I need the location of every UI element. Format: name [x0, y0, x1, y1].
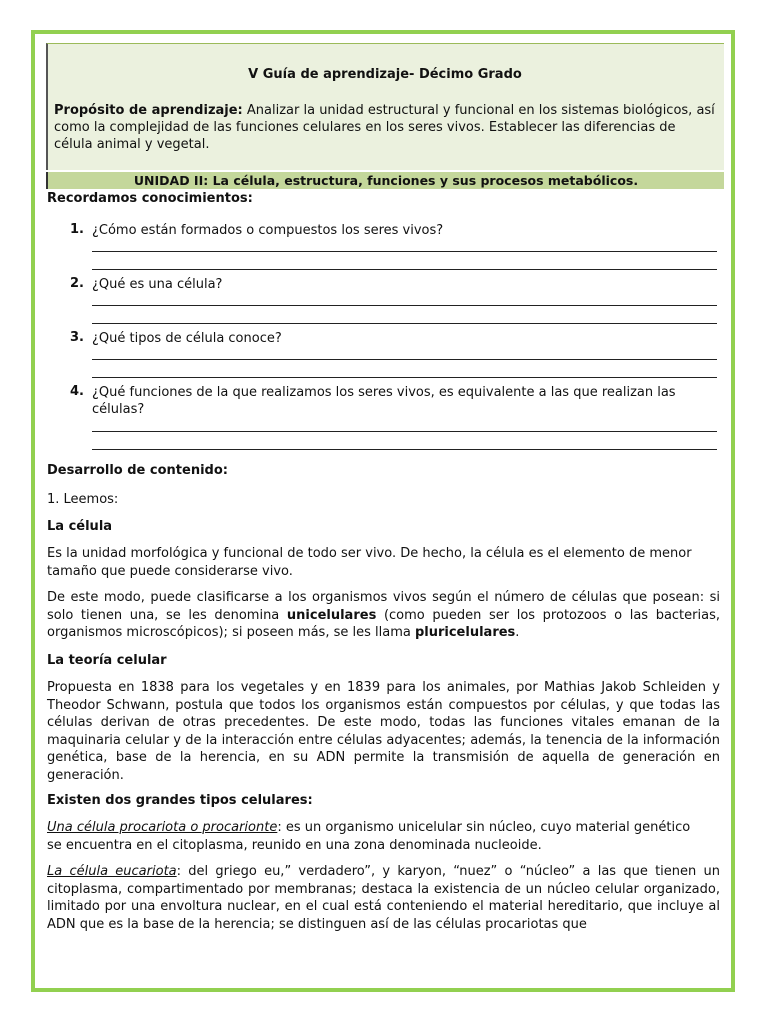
- document-title: V Guía de aprendizaje- Décimo Grado: [248, 67, 522, 82]
- answer-line[interactable]: [92, 377, 717, 378]
- answer-line[interactable]: [92, 323, 717, 324]
- answer-line[interactable]: [92, 305, 717, 306]
- question-text: ¿Qué es una célula?: [92, 277, 223, 292]
- answer-line[interactable]: [92, 449, 717, 450]
- prokaryote-paragraph: [47, 819, 707, 854]
- prokaryote-term: Una célula procariota o procarionte: [47, 820, 278, 835]
- unit-title: UNIDAD II: La célula, estructura, funciones y sus procesos metabólicos.: [46, 172, 724, 189]
- cell-heading: La célula: [47, 519, 113, 534]
- question-number: 2.: [70, 276, 84, 291]
- cell-paragraph-2: [47, 589, 720, 642]
- text-run: : es un organismo unicelular sin núcleo, cuyo material genético se encuentra en el citoplasma, reunido en una zona denominada nucleoide.: [47, 820, 691, 853]
- text-run: (como pueden ser los protozoos o las bacterias, organismos microscópicos); si poseen más, se les llama: [47, 607, 720, 640]
- text-run: : del griego eu,” verdadero”, y karyon, “nuez” o “núcleo” a las que tienen un citoplasma, compartimentado por membranas; destaca la existencia de un núcleo celular organizado, limitado por una envoltura nuclear, en el cual está conteniendo el material hereditario, que incluye al ADN que es la base de la herencia; se distinguen así de las células procariotas que: [47, 864, 721, 932]
- question-number: 3.: [70, 330, 84, 345]
- answer-line[interactable]: [92, 251, 717, 252]
- question-text: ¿Qué tipos de célula conoce?: [92, 331, 282, 346]
- theory-heading: La teoría celular: [47, 653, 167, 668]
- term-unicelulares: unicelulares: [286, 607, 377, 623]
- purpose-paragraph: [54, 102, 716, 153]
- content-heading: Desarrollo de contenido:: [47, 463, 228, 478]
- eukaryote-paragraph: [47, 863, 720, 933]
- types-heading: Existen dos grandes tipos celulares:: [47, 793, 313, 808]
- text-run: De este modo, puede clasificarse a los organismos vivos según el número de células que posean: si solo tienen una, se les denomina: [47, 590, 720, 623]
- recall-heading: Recordamos conocimientos:: [47, 191, 253, 206]
- question-text: ¿Cómo están formados o compuestos los seres vivos?: [92, 223, 444, 238]
- purpose-label: Propósito de aprendizaje:: [54, 103, 243, 118]
- purpose-text: Analizar la unidad estructural y funcional en los sistemas biológicos, así como la complejidad de las funciones celulares en los seres vivos. Establecer las diferencias de célula animal y vegetal.: [54, 103, 715, 152]
- theory-paragraph: Propuesta en 1838 para los vegetales y en 1839 para los animales, por Mathias Jakob Schleiden y Theodor Schwann, postula que todos los organismos están compuestos por células, y que todas las células derivan de otras precedentes. De este modo, todas las funciones vitales emanan de la maquinaria celular y de la interacción entre células adyacentes; además, la tenencia de la información genética, base de la herencia, en su ADN permite la transmisión de aquella de generación en generación.: [47, 680, 720, 783]
- text-run: .: [515, 625, 520, 640]
- term-pluricelulares: pluricelulares: [414, 625, 516, 640]
- question-number: 4.: [70, 384, 84, 399]
- question-text: ¿Qué funciones de la que realizamos los seres vivos, es equivalente a las que realizan las células?: [92, 385, 676, 417]
- question-number: 1.: [70, 222, 84, 237]
- answer-line[interactable]: [92, 431, 717, 432]
- answer-line[interactable]: [92, 359, 717, 360]
- read-label: 1. Leemos:: [47, 492, 119, 507]
- cell-paragraph-1: Es la unidad morfológica y funcional de todo ser vivo. De hecho, la célula es el elemento de menor tamaño que puede considerarse vivo.: [47, 546, 692, 579]
- answer-line[interactable]: [92, 269, 717, 270]
- eukaryote-term: La célula eucariota: [47, 864, 177, 879]
